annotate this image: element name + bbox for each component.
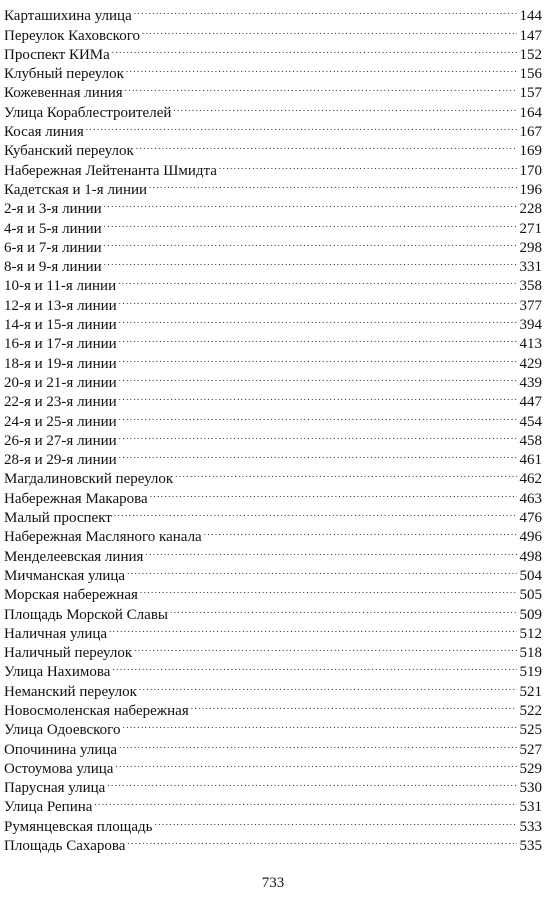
toc-entry-page: 298 (519, 239, 542, 256)
dot-leader (191, 696, 517, 715)
dot-leader (107, 773, 516, 792)
toc-entry-title: 6-я и 7-я линии (4, 239, 102, 256)
toc-entry-title: 18-я и 19-я линии (4, 355, 117, 372)
toc-entry-title: Проспект КИМа (4, 46, 110, 63)
toc-entry-title: 4-я и 5-я линии (4, 220, 102, 237)
toc-entry-page: 462 (519, 471, 542, 488)
toc-entry-page: 518 (519, 645, 542, 662)
toc-entry-page: 413 (519, 336, 542, 353)
dot-leader (119, 310, 517, 329)
toc-entry-page: 447 (519, 394, 542, 411)
dot-leader (104, 252, 517, 271)
toc-entry-page: 164 (519, 104, 542, 121)
dot-leader (140, 580, 517, 599)
table-of-contents (4, 1, 542, 855)
dot-leader (173, 97, 516, 116)
toc-entry-title: 2-я и 3-я линии (4, 201, 102, 218)
toc-entry-title: 24-я и 25-я линии (4, 413, 117, 430)
dot-leader (119, 445, 517, 464)
toc-entry-page: 454 (519, 413, 542, 430)
toc-entry-page: 156 (519, 66, 542, 83)
dot-leader (170, 599, 517, 618)
toc-entry-page: 529 (519, 760, 542, 777)
toc-entry-title: Малый проспект (4, 510, 112, 527)
dot-leader (118, 271, 516, 290)
dot-leader (149, 175, 516, 194)
toc-entry (4, 1, 542, 25)
dot-leader (104, 233, 517, 252)
toc-entry-page: 458 (519, 432, 542, 449)
toc-entry-title: Новосмоленская набережная (4, 702, 189, 719)
toc-entry-title: 20-я и 21-я линии (4, 374, 117, 391)
toc-entry-title: Косая линия (4, 124, 84, 141)
toc-entry-title: 10-я и 11-я линии (4, 278, 117, 295)
toc-entry-title: Карташихина улица (4, 8, 132, 25)
dot-leader (139, 676, 517, 695)
dot-leader (86, 117, 517, 136)
toc-entry-page: 331 (519, 259, 542, 276)
toc-entry-page: 169 (519, 143, 542, 160)
toc-entry-page: 519 (519, 664, 542, 681)
toc-entry-page: 463 (519, 490, 542, 507)
toc-entry-title: 26-я и 27-я линии (4, 432, 117, 449)
dot-leader (127, 561, 516, 580)
dot-leader (136, 136, 517, 155)
toc-entry-page: 509 (519, 606, 542, 623)
toc-entry-page: 527 (519, 741, 542, 758)
dot-leader (114, 503, 517, 522)
toc-entry-page: 152 (519, 46, 542, 63)
dot-leader (145, 541, 516, 560)
toc-entry-title: Парусная улица (4, 780, 106, 797)
toc-entry-page: 505 (519, 587, 542, 604)
toc-entry-page: 531 (519, 799, 542, 816)
dot-leader (119, 406, 517, 425)
dot-leader (122, 715, 516, 734)
dot-leader (119, 290, 517, 309)
dot-leader (119, 329, 517, 348)
dot-leader (126, 59, 517, 78)
dot-leader (142, 20, 517, 39)
toc-entry-page: 358 (519, 278, 542, 295)
toc-entry-title: Площадь Морской Славы (4, 606, 168, 623)
toc-entry-title: Мичманская улица (4, 567, 126, 584)
toc-entry-title: Менделеевская линия (4, 548, 144, 565)
dot-leader (119, 368, 517, 387)
toc-entry-page: 504 (519, 567, 542, 584)
dot-leader (115, 754, 516, 773)
toc-entry-title: Остоумова улица (4, 760, 114, 777)
toc-entry-page: 461 (519, 452, 542, 469)
toc-entry-page: 271 (519, 220, 542, 237)
toc-entry-page: 377 (519, 297, 542, 314)
dot-leader (104, 213, 517, 232)
toc-entry-title: 28-я и 29-я линии (4, 452, 117, 469)
toc-entry-title: Площадь Сахарова (4, 838, 126, 855)
dot-leader (127, 831, 516, 850)
toc-entry-title: Улица Репина (4, 799, 93, 816)
dot-leader (134, 1, 517, 20)
toc-entry-page: 144 (519, 8, 542, 25)
toc-entry-page: 429 (519, 355, 542, 372)
toc-entry-title: Кадетская и 1-я линии (4, 181, 148, 198)
toc-entry-page: 496 (519, 529, 542, 546)
toc-entry-page: 533 (519, 818, 542, 835)
toc-entry-page: 147 (519, 27, 542, 44)
toc-entry-page: 167 (519, 124, 542, 141)
dot-leader (204, 522, 517, 541)
toc-entry-title: Неманский переулок (4, 683, 137, 700)
toc-entry-title: 16-я и 17-я линии (4, 336, 117, 353)
toc-entry-page: 394 (519, 317, 542, 334)
dot-leader (175, 464, 516, 483)
toc-entry-page: 521 (519, 683, 542, 700)
toc-entry-page: 512 (519, 625, 542, 642)
toc-entry-page: 170 (519, 162, 542, 179)
dot-leader (119, 348, 517, 367)
dot-leader (94, 792, 516, 811)
page-number: 733 (261, 875, 285, 891)
toc-entry-page: 196 (519, 181, 542, 198)
dot-leader (112, 40, 517, 59)
toc-entry-page: 535 (519, 838, 542, 855)
dot-leader (119, 387, 517, 406)
toc-entry-page: 476 (519, 510, 542, 527)
toc-entry-page: 525 (519, 722, 542, 739)
toc-entry-title: Набережная Масляного канала (4, 529, 202, 546)
toc-entry-page: 157 (519, 85, 542, 102)
toc-entry-title: Улица Одоевского (4, 722, 121, 739)
toc-entry-title: Наличный переулок (4, 645, 133, 662)
toc-entry-title: Румянцевская площадь (4, 818, 153, 835)
toc-entry-title: Кубанский переулок (4, 143, 134, 160)
toc-entry-page: 522 (519, 702, 542, 719)
dot-leader (119, 426, 517, 445)
dot-leader (125, 78, 517, 97)
dot-leader (219, 155, 517, 174)
toc-entry-title: Переулок Каховского (4, 27, 140, 44)
dot-leader (154, 811, 516, 830)
toc-entry-title: Улица Нахимова (4, 664, 111, 681)
toc-entry-page: 439 (519, 374, 542, 391)
toc-entry-title: Кожевенная линия (4, 85, 123, 102)
dot-leader (150, 483, 517, 502)
dot-leader (119, 734, 516, 753)
dot-leader (134, 638, 516, 657)
toc-entry-page: 228 (519, 201, 542, 218)
toc-entry-title: 8-я и 9-я линии (4, 259, 102, 276)
toc-entry-title: Наличная улица (4, 625, 108, 642)
dot-leader (112, 657, 516, 676)
toc-entry-title: Набережная Макарова (4, 490, 148, 507)
toc-entry-title: 14-я и 15-я линии (4, 317, 117, 334)
toc-entry-title: Магдалиновский переулок (4, 471, 174, 488)
toc-entry-page: 530 (519, 780, 542, 797)
toc-entry-title: Клубный переулок (4, 66, 124, 83)
toc-entry-title: 22-я и 23-я линии (4, 394, 117, 411)
toc-entry-page: 498 (519, 548, 542, 565)
toc-entry-title: Морская набережная (4, 587, 138, 604)
dot-leader (109, 619, 516, 638)
toc-entry-title: Набережная Лейтенанта Шмидта (4, 162, 217, 179)
toc-entry-title: 12-я и 13-я линии (4, 297, 117, 314)
dot-leader (104, 194, 517, 213)
toc-entry-title: Улица Кораблестроителей (4, 104, 172, 121)
toc-entry-title: Опочинина улица (4, 741, 118, 758)
